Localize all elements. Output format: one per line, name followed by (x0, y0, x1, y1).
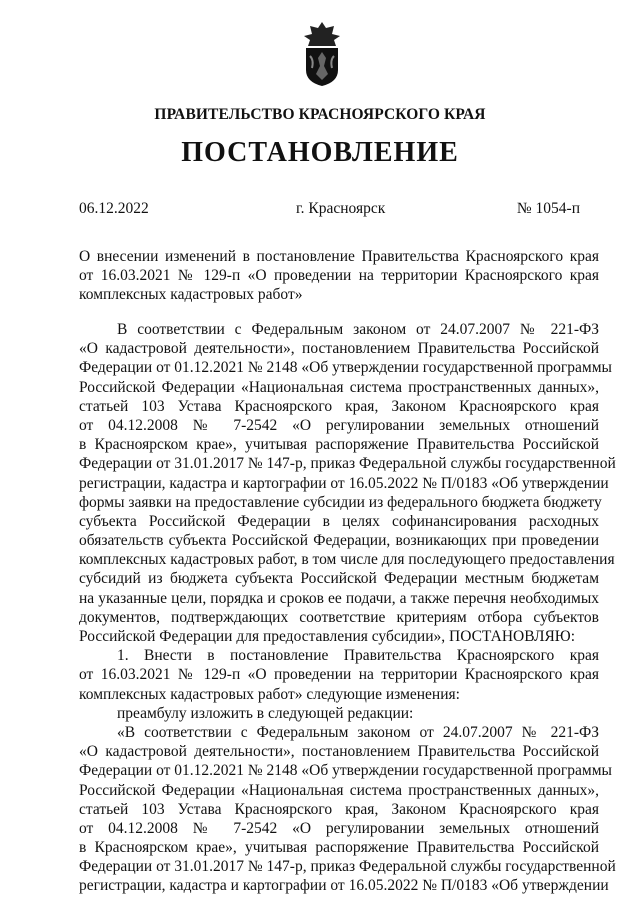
body-line: В соответствии с Федеральным законом от 24.07.2007 № 221-ФЗ (117, 321, 599, 338)
document-date: 06.12.2022 (79, 200, 149, 217)
body-line: регистрации, кадастра и картографии от 16.05.2022 № П/0183 «Об утверждении (79, 474, 609, 492)
body-line: от 04.12.2008 № 7-2542 «О регулировании земельных отношений (79, 819, 599, 837)
body-line: «О кадастровой деятельности», постановлением Правительства Российской (79, 743, 599, 761)
body-line: Федерации от 01.12.2021 № 2148 «Об утверждении государственной программы (79, 359, 612, 377)
body-line: Федерации от 31.01.2017 № 147-р, приказ Федеральной службы государственной (79, 455, 616, 473)
body-line: в Красноярском крае», учитывая распоряжение Правительства Российской (79, 436, 599, 454)
body-line: Российской Федерации для предоставления субсидии», ПОСТАНОВЛЯЮ: (79, 628, 576, 645)
body-line: на указанные цели, порядка и сроков ее подачи, а также перечня необходимых (79, 589, 599, 607)
subject-line: от 16.03.2021 № 129-п «О проведении на территории Красноярского края (79, 267, 599, 285)
document-subject (79, 247, 599, 305)
subject-line: О внесении изменений в постановление Правительства Красноярского края (79, 248, 599, 265)
body-line: «О кадастровой деятельности», постановлением Правительства Российской (79, 340, 599, 358)
body-line: субъекта Российской Федерации в целях софинансирования расходных (79, 512, 599, 530)
body-line: от 04.12.2008 № 7-2542 «О регулировании земельных отношений (79, 416, 599, 434)
subject-line: комплексных кадастровых работ» (79, 286, 303, 304)
body-line: от 16.03.2021 № 129-п «О проведении на территории Красноярского края (79, 666, 599, 684)
body-line: Российской Федерации «Национальная система пространственных данных», (79, 378, 599, 396)
body-line: «В соответствии с Федеральным законом от 24.07.2007 № 221-ФЗ (117, 723, 599, 741)
body-line: субсидий из бюджета субъекта Российской Федерации местным бюджетам (79, 570, 599, 588)
document-city: г. Красноярск (296, 200, 386, 217)
document-body (79, 320, 616, 896)
body-line: статьей 103 Устава Красноярского края, Законом Красноярского края (79, 800, 599, 818)
coat-of-arms-icon (300, 20, 344, 88)
body-line: Федерации от 31.01.2017 № 147-р, приказ Федеральной службы государственной (79, 858, 616, 876)
body-line: комплексных кадастровых работ» следующие изменения: (79, 685, 460, 703)
body-line: Федерации от 01.12.2021 № 2148 «Об утверждении государственной программы (79, 762, 612, 780)
body-line: формы заявки на предоставление субсидии из федерального бюджета бюджету (79, 493, 602, 511)
body-line: обязательств субъекта Российской Федерации, возникающих при проведении (79, 532, 599, 550)
document-number: № 1054-п (516, 200, 580, 217)
body-line: в Красноярском крае», учитывая распоряжение Правительства Российской (79, 839, 599, 857)
body-line: регистрации, кадастра и картографии от 16.05.2022 № П/0183 «Об утверждении (79, 877, 609, 895)
body-line: документов, подтверждающих соответствие критериям отбора субъектов (79, 608, 599, 626)
body-line: преамбулу изложить в следующей редакции: (117, 704, 414, 722)
body-line: статьей 103 Устава Красноярского края, Законом Красноярского края (79, 397, 599, 415)
body-line: Российской Федерации «Национальная система пространственных данных», (79, 781, 599, 799)
body-line: комплексных кадастровых работ, в том числе для последующего предоставления (79, 551, 615, 569)
body-line: 1. Внести в постановление Правительства Красноярского края (117, 647, 599, 665)
document-type: ПОСТАНОВЛЕНИЕ (181, 137, 459, 168)
organization-name: ПРАВИТЕЛЬСТВО КРАСНОЯРСКОГО КРАЯ (154, 106, 486, 123)
